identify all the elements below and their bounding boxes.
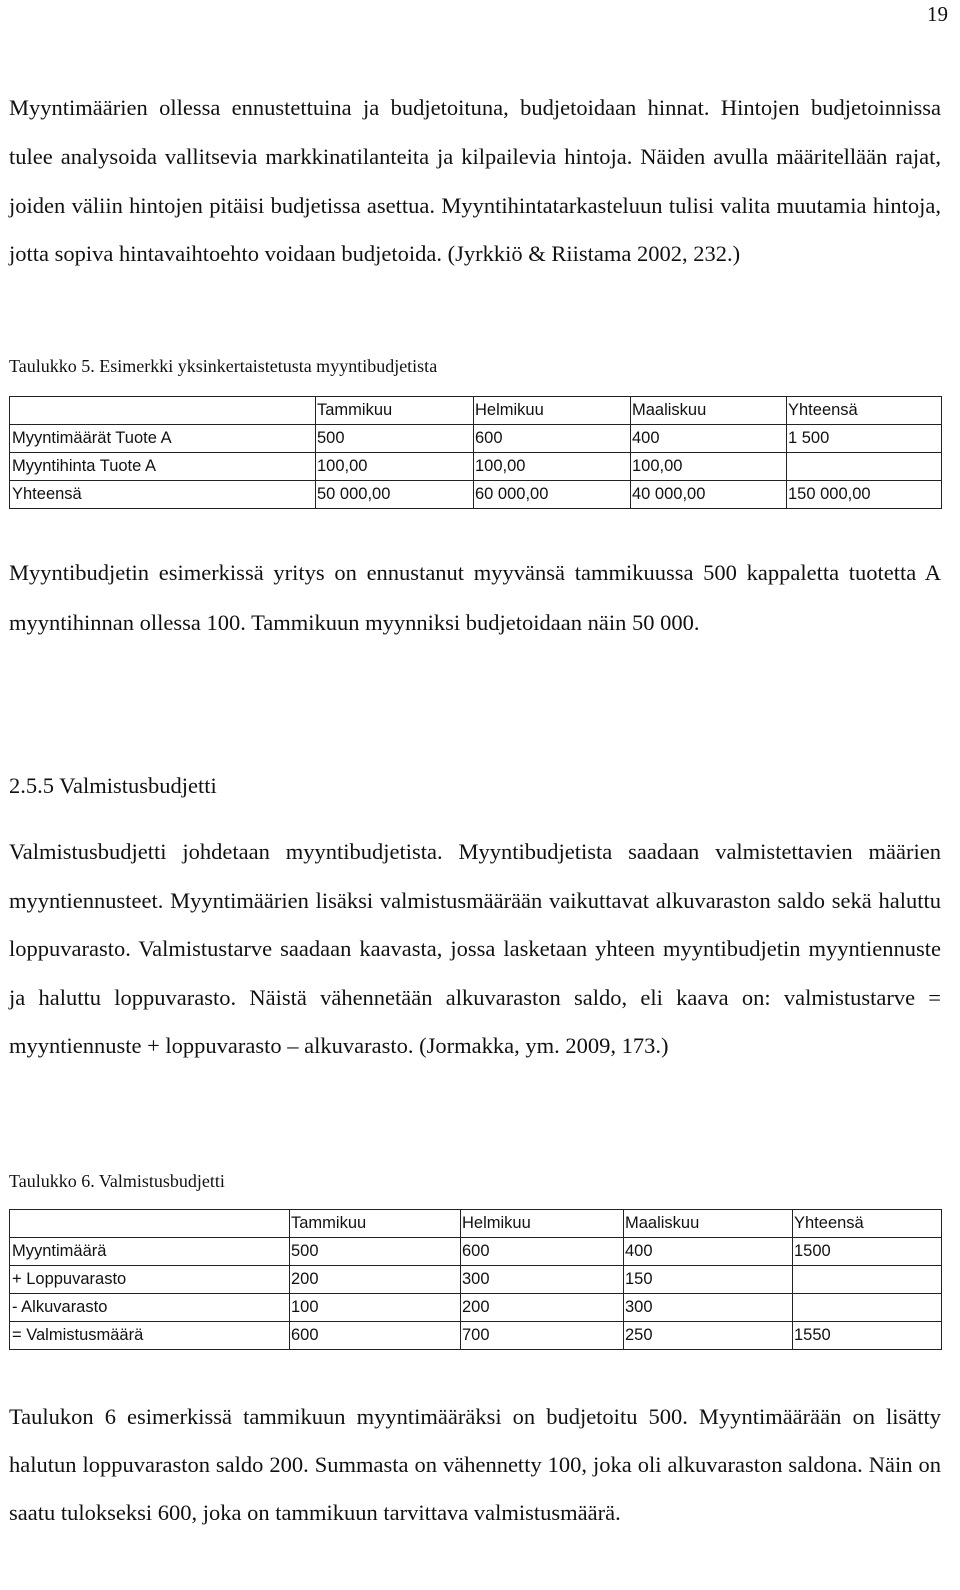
header-cell bbox=[10, 1210, 290, 1238]
row-label: Myyntihinta Tuote A bbox=[10, 453, 316, 481]
sales-budget-table bbox=[9, 396, 942, 509]
table-row bbox=[10, 481, 942, 509]
row-label: + Loppuvarasto bbox=[10, 1266, 290, 1294]
table-cell: 100,00 bbox=[631, 453, 787, 481]
table-header-row bbox=[10, 397, 942, 425]
paragraph-production-budget: Valmistusbudjetti johdetaan myyntibudjetista. Myyntibudjetista saadaan valmistettavien määrien myyntiennusteet. Myyntimäärien lisäksi valmistusmäärään vaikuttavat alkuvaraston saldo sekä haluttu loppuvarasto. Valmistustarve saadaan kaavasta, jossa lasketaan yhteen myyntibudjetin myyntiennuste ja haluttu loppuvarasto. Näistä vähennetään alkuvaraston saldo, eli kaava on: valmistustarve = myyntiennuste + loppuvarasto – alkuvarasto. (Jormakka, ym. 2009, 173.) bbox=[9, 839, 941, 1059]
header-cell: Helmikuu bbox=[474, 397, 631, 425]
header-cell: Maaliskuu bbox=[624, 1210, 793, 1238]
table-cell bbox=[793, 1266, 942, 1294]
row-label: - Alkuvarasto bbox=[10, 1294, 290, 1322]
table-cell: 600 bbox=[461, 1238, 624, 1266]
table-cell: 60 000,00 bbox=[474, 481, 631, 509]
table-cell: 600 bbox=[474, 425, 631, 453]
header-cell: Helmikuu bbox=[461, 1210, 624, 1238]
table-cell: 1550 bbox=[793, 1322, 942, 1350]
row-label: Yhteensä bbox=[10, 481, 316, 509]
page-number: 19 bbox=[927, 2, 948, 26]
table-cell: 100,00 bbox=[474, 453, 631, 481]
table-header-row bbox=[10, 1210, 942, 1238]
header-cell: Yhteensä bbox=[793, 1210, 942, 1238]
table-cell: 600 bbox=[290, 1322, 461, 1350]
table-cell: 50 000,00 bbox=[316, 481, 474, 509]
table-5-caption: Taulukko 5. Esimerkki yksinkertaistetusta myyntibudjetista bbox=[9, 356, 438, 376]
paragraph-price-budgeting: Myyntimäärien ollessa ennustettuina ja budjetoituna, budjetoidaan hinnat. Hintojen budjetoinnissa tulee analysoida vallitsevia markkinatilanteita ja kilpailevia hintoja. Näiden avulla määritellään rajat, joiden väliin hintojen pitäisi budjetissa asettua. Myyntihintatarkasteluun tulisi valita muutamia hintoja, jotta sopiva hintavaihtoehto voidaan budjetoida. (Jyrkkiö & Riistama 2002, 232.) bbox=[9, 95, 941, 267]
table-cell: 150 000,00 bbox=[787, 481, 942, 509]
header-cell: Tammikuu bbox=[316, 397, 474, 425]
table-cell: 1 500 bbox=[787, 425, 942, 453]
row-label: Myyntimäärä bbox=[10, 1238, 290, 1266]
table-cell: 250 bbox=[624, 1322, 793, 1350]
table-cell: 700 bbox=[461, 1322, 624, 1350]
table-cell: 500 bbox=[290, 1238, 461, 1266]
paragraph-production-example: Taulukon 6 esimerkissä tammikuun myyntimääräksi on budjetoitu 500. Myyntimäärään on lisätty halutun loppuvaraston saldo 200. Summasta on vähennetty 100, joka oli alkuvaraston saldona. Näin on saatu tulokseksi 600, joka on tammikuun tarvittava valmistusmäärä. bbox=[9, 1404, 941, 1525]
table-cell bbox=[787, 453, 942, 481]
row-label: Myyntimäärät Tuote A bbox=[10, 425, 316, 453]
section-heading: 2.5.5 Valmistusbudjetti bbox=[9, 773, 217, 798]
table-6-caption: Taulukko 6. Valmistusbudjetti bbox=[9, 1171, 225, 1191]
header-cell bbox=[10, 397, 316, 425]
table-cell: 500 bbox=[316, 425, 474, 453]
header-cell: Yhteensä bbox=[787, 397, 942, 425]
table-cell: 300 bbox=[461, 1266, 624, 1294]
table-row bbox=[10, 453, 942, 481]
table-cell: 400 bbox=[624, 1238, 793, 1266]
table-row bbox=[10, 425, 942, 453]
table-row bbox=[10, 1322, 942, 1350]
table-cell: 100,00 bbox=[316, 453, 474, 481]
table-row bbox=[10, 1294, 942, 1322]
production-budget-table bbox=[9, 1209, 942, 1350]
table-cell: 100 bbox=[290, 1294, 461, 1322]
row-label: = Valmistusmäärä bbox=[10, 1322, 290, 1350]
table-cell: 300 bbox=[624, 1294, 793, 1322]
table-cell: 150 bbox=[624, 1266, 793, 1294]
table-cell: 200 bbox=[461, 1294, 624, 1322]
paragraph-sales-example: Myyntibudjetin esimerkissä yritys on ennustanut myyvänsä tammikuussa 500 kappaletta tuotetta A myyntihinnan ollessa 100. Tammikuun myynniksi budjetoidaan näin 50 000. bbox=[9, 560, 941, 635]
table-row bbox=[10, 1266, 942, 1294]
table-cell: 400 bbox=[631, 425, 787, 453]
table-cell: 40 000,00 bbox=[631, 481, 787, 509]
header-cell: Maaliskuu bbox=[631, 397, 787, 425]
table-row bbox=[10, 1238, 942, 1266]
table-cell: 200 bbox=[290, 1266, 461, 1294]
table-cell: 1500 bbox=[793, 1238, 942, 1266]
header-cell: Tammikuu bbox=[290, 1210, 461, 1238]
table-cell bbox=[793, 1294, 942, 1322]
